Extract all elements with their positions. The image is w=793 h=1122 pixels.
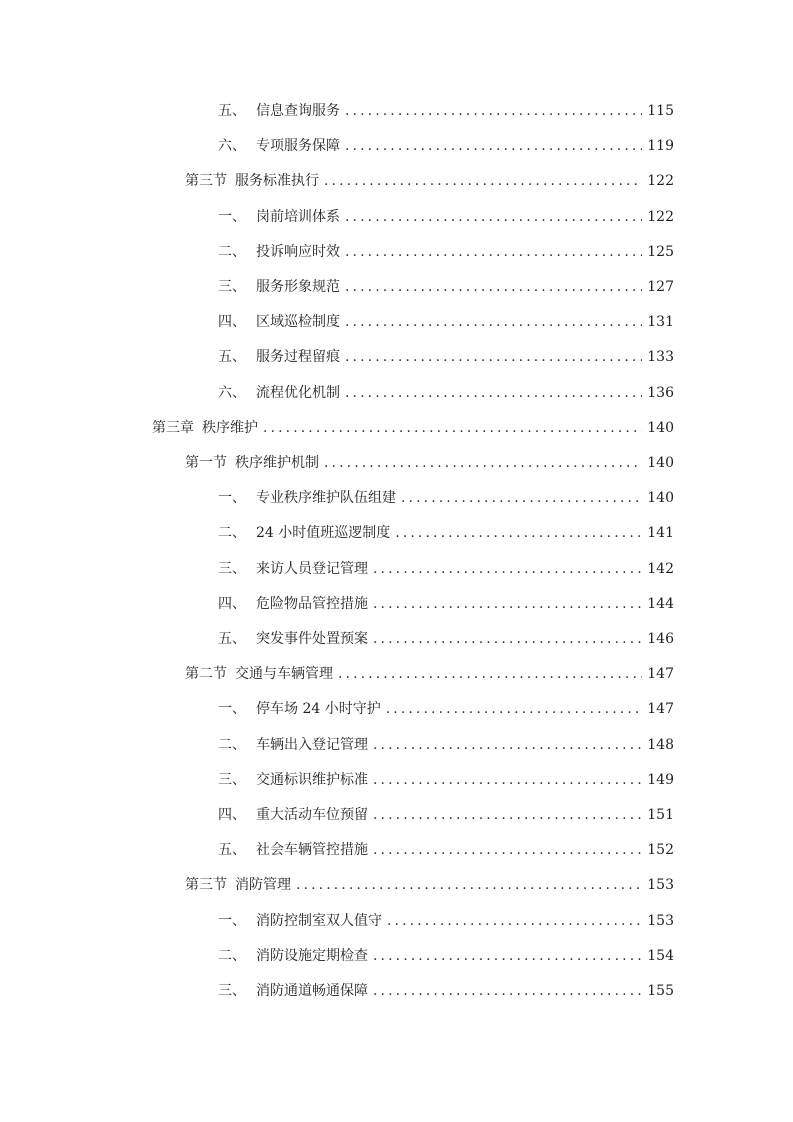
toc-entry-number: 二、 (218, 525, 246, 541)
toc-entry-title: 服务形象规范 (256, 279, 340, 295)
toc-entry-title: 社会车辆管控措施 (256, 842, 368, 858)
toc-entry-page-number: 136 (647, 385, 674, 401)
toc-entry-title: 投诉响应时效 (256, 244, 340, 260)
toc-entry-page-number: 151 (647, 807, 674, 823)
toc-entry-title: 信息查询服务 (256, 103, 340, 119)
toc-entry-title: 秩序维护机制 (235, 455, 319, 471)
dot-leader (395, 516, 642, 551)
toc-entry-title: 流程优化机制 (256, 385, 340, 401)
toc-entry-page-number: 144 (647, 596, 674, 612)
dot-leader (373, 622, 642, 657)
toc-entry-number: 一、 (218, 701, 246, 717)
dot-leader (373, 763, 642, 798)
dot-leader (345, 235, 642, 270)
toc-entry-number: 四、 (218, 314, 246, 330)
toc-entry[interactable] (218, 376, 674, 411)
toc-entry[interactable] (218, 622, 674, 657)
dot-leader (387, 904, 642, 939)
toc-entry-title: 区域巡检制度 (256, 314, 340, 330)
toc-entry-title: 消防管理 (235, 877, 291, 893)
toc-entry-page-number: 149 (647, 772, 674, 788)
toc-entry-title: 服务标准执行 (235, 173, 319, 189)
toc-entry-page-number: 154 (647, 948, 674, 964)
toc-entry[interactable] (152, 411, 674, 446)
toc-entry-page-number: 119 (647, 138, 674, 154)
toc-entry-number: 一、 (218, 913, 246, 929)
toc-entry[interactable] (218, 552, 674, 587)
toc-entry-number: 一、 (218, 490, 246, 506)
toc-entry-title: 停车场 24 小时守护 (256, 701, 381, 717)
toc-entry[interactable] (218, 200, 674, 235)
dot-leader (401, 481, 642, 516)
toc-entry-title: 专项服务保障 (256, 138, 340, 154)
dot-leader (345, 94, 642, 129)
toc-entry-page-number: 147 (647, 701, 674, 717)
toc-entry-number: 第三节 (185, 173, 227, 189)
toc-entry-page-number: 115 (647, 103, 674, 119)
toc-entry-title: 秩序维护 (202, 420, 258, 436)
toc-entry-number: 三、 (218, 983, 246, 999)
toc-entry-number: 第二节 (185, 666, 227, 682)
toc-entry[interactable] (218, 129, 674, 164)
toc-entry[interactable] (218, 939, 674, 974)
toc-entry[interactable] (218, 481, 674, 516)
toc-entry[interactable] (218, 516, 674, 551)
toc-entry-number: 五、 (218, 103, 246, 119)
dot-leader (373, 974, 642, 1009)
dot-leader (345, 305, 642, 340)
toc-entry-number: 二、 (218, 948, 246, 964)
toc-entry[interactable] (218, 833, 674, 868)
toc-entry-page-number: 127 (647, 279, 674, 295)
toc-entry[interactable] (185, 446, 674, 481)
toc-entry-page-number: 122 (647, 173, 674, 189)
toc-entry-number: 三、 (218, 279, 246, 295)
toc-entry-title: 车辆出入登记管理 (256, 737, 368, 753)
dot-leader (345, 376, 642, 411)
toc-entry-page-number: 148 (647, 737, 674, 753)
toc-entry[interactable] (185, 657, 674, 692)
dot-leader (324, 446, 642, 481)
toc-entry-number: 二、 (218, 737, 246, 753)
dot-leader (263, 411, 642, 446)
toc-entry-title: 消防通道畅通保障 (256, 983, 368, 999)
dot-leader (345, 129, 642, 164)
toc-entry-number: 五、 (218, 842, 246, 858)
toc-entry-number: 第三节 (185, 877, 227, 893)
toc-entry[interactable] (185, 164, 674, 199)
dot-leader (373, 939, 642, 974)
toc-entry-title: 消防控制室双人值守 (256, 913, 382, 929)
toc-entry[interactable] (218, 94, 674, 129)
toc-entry-page-number: 146 (647, 631, 674, 647)
toc-entry-title: 危险物品管控措施 (256, 596, 368, 612)
toc-entry-page-number: 142 (647, 561, 674, 577)
toc-entry-title: 交通标识维护标准 (256, 772, 368, 788)
dot-leader (373, 798, 642, 833)
toc-entry[interactable] (218, 235, 674, 270)
dot-leader (338, 657, 642, 692)
toc-entry-number: 六、 (218, 138, 246, 154)
toc-entry-number: 四、 (218, 807, 246, 823)
toc-entry-page-number: 122 (647, 209, 674, 225)
toc-entry[interactable] (185, 868, 674, 903)
toc-entry-title: 突发事件处置预案 (256, 631, 368, 647)
toc-entry-number: 第一节 (185, 455, 227, 471)
toc-entry[interactable] (218, 270, 674, 305)
dot-leader (345, 340, 642, 375)
toc-entry[interactable] (218, 692, 674, 727)
toc-entry-number: 四、 (218, 596, 246, 612)
dot-leader (386, 692, 643, 727)
toc-entry-number: 六、 (218, 385, 246, 401)
toc-entry-page-number: 153 (647, 913, 674, 929)
toc-entry-number: 一、 (218, 209, 246, 225)
dot-leader (373, 587, 642, 622)
toc-entry-page-number: 140 (647, 455, 674, 471)
toc-entry-page-number: 155 (647, 983, 674, 999)
toc-entry[interactable] (218, 904, 674, 939)
toc-entry[interactable] (218, 798, 674, 833)
toc-entry[interactable] (218, 340, 674, 375)
toc-entry-number: 第三章 (152, 420, 194, 436)
toc-entry-page-number: 152 (647, 842, 674, 858)
toc-entry-number: 三、 (218, 561, 246, 577)
dot-leader (373, 833, 642, 868)
toc-entry-page-number: 131 (647, 314, 674, 330)
toc-entry-page-number: 125 (647, 244, 674, 260)
dot-leader (296, 868, 642, 903)
toc-entry-title: 岗前培训体系 (256, 209, 340, 225)
toc-entry-title: 来访人员登记管理 (256, 561, 368, 577)
dot-leader (373, 552, 642, 587)
dot-leader (345, 270, 642, 305)
toc-entry-number: 五、 (218, 631, 246, 647)
toc-entry-title: 交通与车辆管理 (235, 666, 333, 682)
toc-entry-title: 24 小时值班巡逻制度 (256, 525, 391, 541)
toc-entry-title: 重大活动车位预留 (256, 807, 368, 823)
toc-entry[interactable] (218, 974, 674, 1009)
toc-entry-page-number: 147 (647, 666, 674, 682)
dot-leader (345, 200, 642, 235)
toc-entry-title: 消防设施定期检查 (256, 948, 368, 964)
toc-entry-title: 专业秩序维护队伍组建 (256, 490, 396, 506)
toc-entry-number: 三、 (218, 772, 246, 788)
toc-entry[interactable] (218, 305, 674, 340)
toc-entry-page-number: 153 (647, 877, 674, 893)
toc-entry[interactable] (218, 763, 674, 798)
toc-entry-title: 服务过程留痕 (256, 349, 340, 365)
dot-leader (324, 164, 642, 199)
dot-leader (373, 728, 642, 763)
toc-entry-number: 五、 (218, 349, 246, 365)
toc-entry-number: 二、 (218, 244, 246, 260)
toc-entry-page-number: 140 (647, 490, 674, 506)
toc-entry[interactable] (218, 728, 674, 763)
toc-entry-page-number: 133 (647, 349, 674, 365)
toc-entry[interactable] (218, 587, 674, 622)
toc-entry-page-number: 141 (647, 525, 674, 541)
toc-entry-page-number: 140 (647, 420, 674, 436)
